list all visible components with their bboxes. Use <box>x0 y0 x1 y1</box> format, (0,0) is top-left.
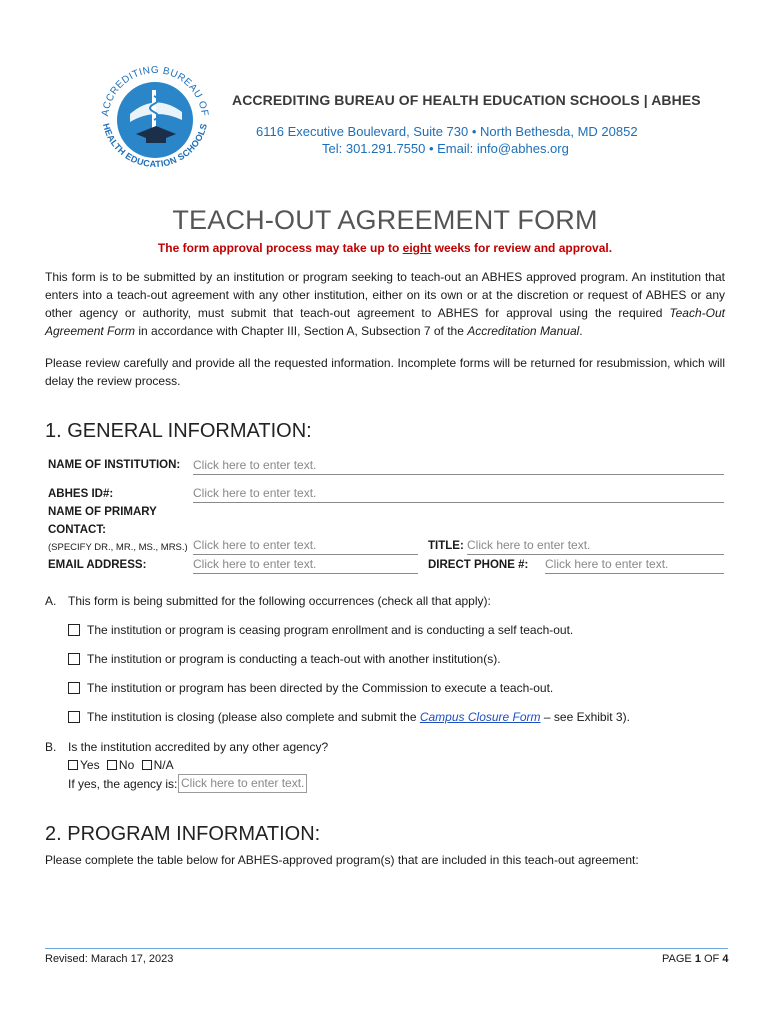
email-field[interactable]: Click here to enter text. <box>193 556 418 574</box>
footer-divider <box>45 948 728 949</box>
email-label: EMAIL ADDRESS: <box>48 559 147 571</box>
occurrence-option-1[interactable]: The institution or program is ceasing program enrollment and is conducting a self teach-out. <box>68 623 573 637</box>
logo-text-bottom: HEALTH EDUCATION SCHOOLS <box>100 122 210 170</box>
question-a-marker: A. <box>45 594 57 608</box>
org-contact: Tel: 301.291.7550 • Email: info@abhes.org <box>322 141 569 156</box>
approval-notice: The form approval process may take up to eight weeks for review and approval. <box>157 241 613 255</box>
org-address: 6116 Executive Boulevard, Suite 730 • North Bethesda, MD 20852 <box>256 124 638 139</box>
intro-paragraph-2: Please review carefully and provide all the requested information. Incomplete forms will be returned for resubmission, which will delay the review process. <box>45 356 725 388</box>
logo-text-top: ACCREDITING BUREAU OF <box>100 64 210 118</box>
occurrence-checkbox-4[interactable] <box>68 711 80 723</box>
section-1-heading: 1. GENERAL INFORMATION: <box>45 420 312 442</box>
program-table-instructions: Please complete the table below for ABHES-approved program(s) that are included in this teach-out agreement: <box>45 853 639 867</box>
contact-title-field[interactable]: Click here to enter text. <box>467 537 724 555</box>
abhes-id-field[interactable]: Click here to enter text. <box>193 485 724 503</box>
section-2-heading: 2. PROGRAM INFORMATION: <box>45 823 321 845</box>
occurrence-option-2[interactable]: The institution or program is conducting a teach-out with another institution(s). <box>68 652 501 666</box>
option-yes[interactable]: Yes <box>68 758 100 772</box>
org-name: ACCREDITING BUREAU OF HEALTH EDUCATION SCHOOLS | ABHES <box>232 92 701 108</box>
question-b-marker: B. <box>45 740 57 754</box>
option-no[interactable]: No <box>107 758 134 772</box>
abhes-id-label: ABHES ID#: <box>48 488 114 500</box>
campus-closure-form-link[interactable]: Campus Closure Form <box>419 710 541 724</box>
institution-label: NAME OF INSTITUTION: <box>48 459 181 471</box>
question-a-text: This form is being submitted for the following occurrences (check all that apply): <box>68 594 491 608</box>
occurrence-option-4[interactable]: The institution is closing (please also complete and submit the Campus Closure Form – see Exhibit 3). <box>68 710 630 724</box>
direct-phone-field[interactable]: Click here to enter text. <box>545 556 724 574</box>
form-title: TEACH-OUT AGREEMENT FORM <box>172 205 598 235</box>
option-na[interactable]: N/A <box>142 758 174 772</box>
agency-field[interactable]: Click here to enter text. <box>178 774 307 793</box>
occurrence-checkbox-3[interactable] <box>68 682 80 694</box>
occurrence-checkbox-2[interactable] <box>68 653 80 665</box>
direct-phone-label: DIRECT PHONE #: <box>428 559 529 571</box>
agency-label: If yes, the agency is: <box>68 777 178 791</box>
revision-date: Revised: Marach 17, 2023 <box>45 953 174 965</box>
yes-checkbox[interactable] <box>68 760 78 770</box>
page-number: PAGE 1 OF 4 <box>662 953 729 965</box>
no-checkbox[interactable] <box>107 760 117 770</box>
primary-contact-label-2: CONTACT: <box>48 524 106 536</box>
na-checkbox[interactable] <box>142 760 152 770</box>
occurrence-checkbox-1[interactable] <box>68 624 80 636</box>
primary-contact-field[interactable]: Click here to enter text. <box>193 537 418 555</box>
question-b-text: Is the institution accredited by any other agency? <box>68 740 329 754</box>
primary-contact-label-1: NAME OF PRIMARY <box>48 506 157 518</box>
occurrence-option-3[interactable]: The institution or program has been directed by the Commission to execute a teach-out. <box>68 681 553 695</box>
title-label: TITLE: <box>428 540 464 552</box>
intro-paragraph-1: This form is to be submitted by an institution or program seeking to teach-out an ABHES approved program. An institution that enters into a teach-out agreement with any other institution, either on its own or at the discretion or request of ABHES or any other agency or authority, must submit that teach-out agreement to ABHES for approval using the required Teach-Out Agreement Form in accordance with Chapter III, Section A, Subsection 7 of the Accreditation Manual. <box>45 270 725 338</box>
accreditation-options <box>68 758 174 772</box>
abhes-logo <box>90 52 220 182</box>
notice-emphasis: eight <box>402 241 432 255</box>
salutation-hint: (SPECIFY DR., MR., MS., MRS.) <box>48 542 188 553</box>
institution-name-field[interactable]: Click here to enter text. <box>193 457 724 475</box>
